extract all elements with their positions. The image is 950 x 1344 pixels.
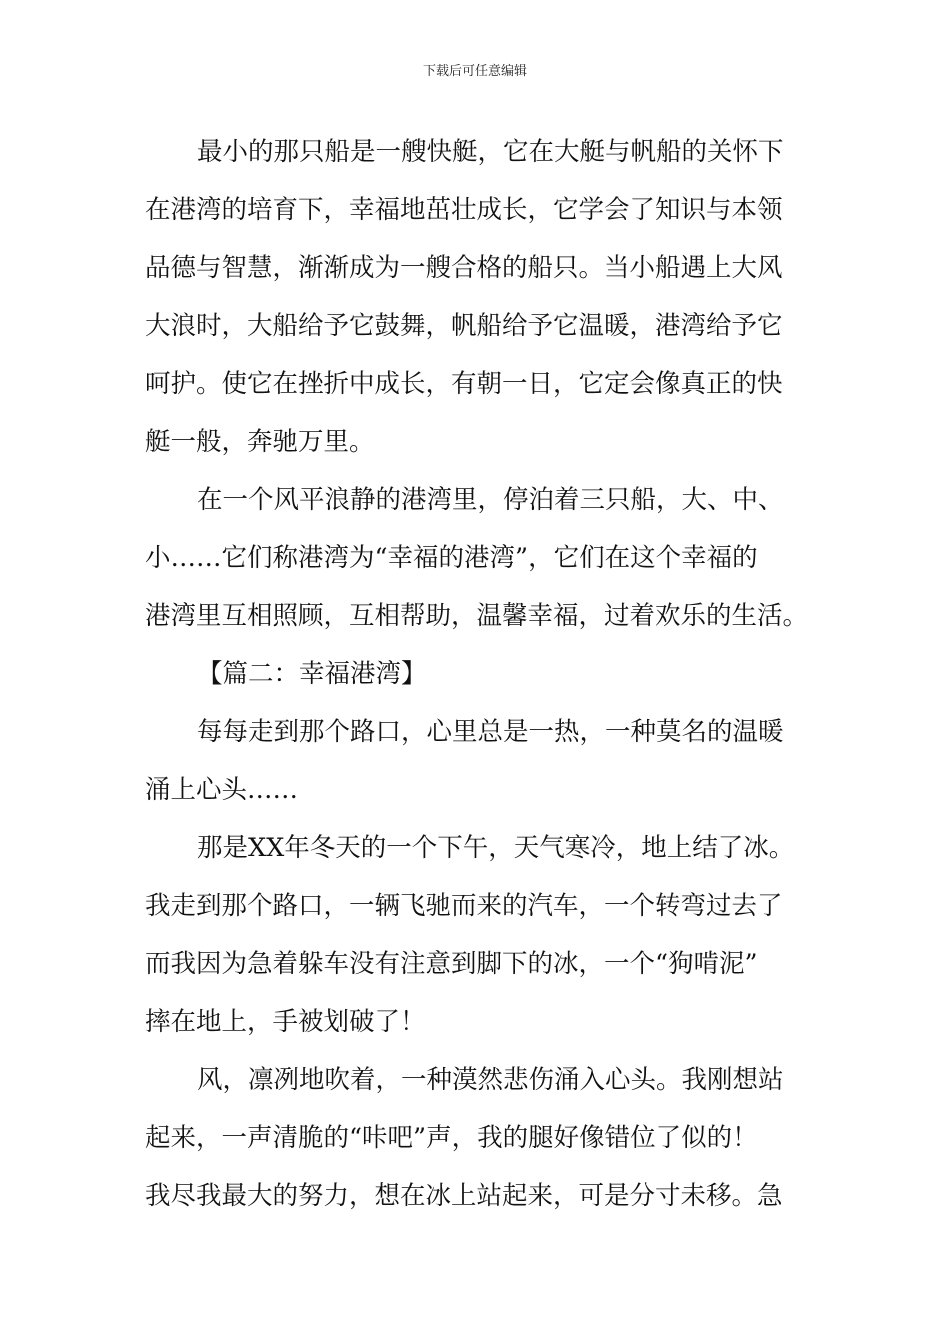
section-heading: 【篇二：幸福港湾】 bbox=[197, 659, 427, 689]
text-line: 涌上心头…… bbox=[145, 775, 299, 805]
text-line: 摔在地上，手被划破了！ bbox=[145, 1007, 426, 1037]
text-line: 在港湾的培育下，幸福地茁壮成长，它学会了知识与本领 bbox=[145, 195, 783, 225]
text-line: 而我因为急着躲车没有注意到脚下的冰，一个“狗啃泥” bbox=[145, 949, 758, 979]
text-line: 艇一般，奔驰万里。 bbox=[145, 427, 375, 457]
text-line: 港湾里互相照顾，互相帮助，温馨幸福，过着欢乐的生活。 bbox=[145, 601, 809, 631]
text-line: 小……它们称港湾为“幸福的港湾”，它们在这个幸福的 bbox=[145, 543, 758, 573]
text-line: 大浪时，大船给予它鼓舞，帆船给予它温暖，港湾给予它 bbox=[145, 311, 783, 341]
text-line: 那是XX年冬天的一个下午，天气寒冷，地上结了冰。 bbox=[197, 833, 795, 863]
text-line: 每每走到那个路口，心里总是一热，一种莫名的温暖 bbox=[197, 717, 784, 747]
text-line: 我尽我最大的努力，想在冰上站起来，可是分寸未移。急 bbox=[145, 1181, 783, 1211]
text-line: 呵护。使它在挫折中成长，有朝一日，它定会像真正的快 bbox=[145, 369, 783, 399]
text-line: 在一个风平浪静的港湾里，停泊着三只船，大、中、 bbox=[197, 485, 784, 515]
text-line: 风，凛冽地吹着，一种漠然悲伤涌入心头。我刚想站 bbox=[197, 1065, 784, 1095]
page-header: 下载后可任意编辑 bbox=[422, 64, 527, 79]
text-line: 品德与智慧，渐渐成为一艘合格的船只。当小船遇上大风 bbox=[145, 253, 783, 283]
text-line: 我走到那个路口，一辆飞驰而来的汽车，一个转弯过去了 bbox=[145, 891, 783, 921]
text-line: 起来，一声清脆的“咔吧”声，我的腿好像错位了似的！ bbox=[145, 1123, 758, 1153]
text-line: 最小的那只船是一艘快艇，它在大艇与帆船的关怀下 bbox=[197, 137, 784, 167]
